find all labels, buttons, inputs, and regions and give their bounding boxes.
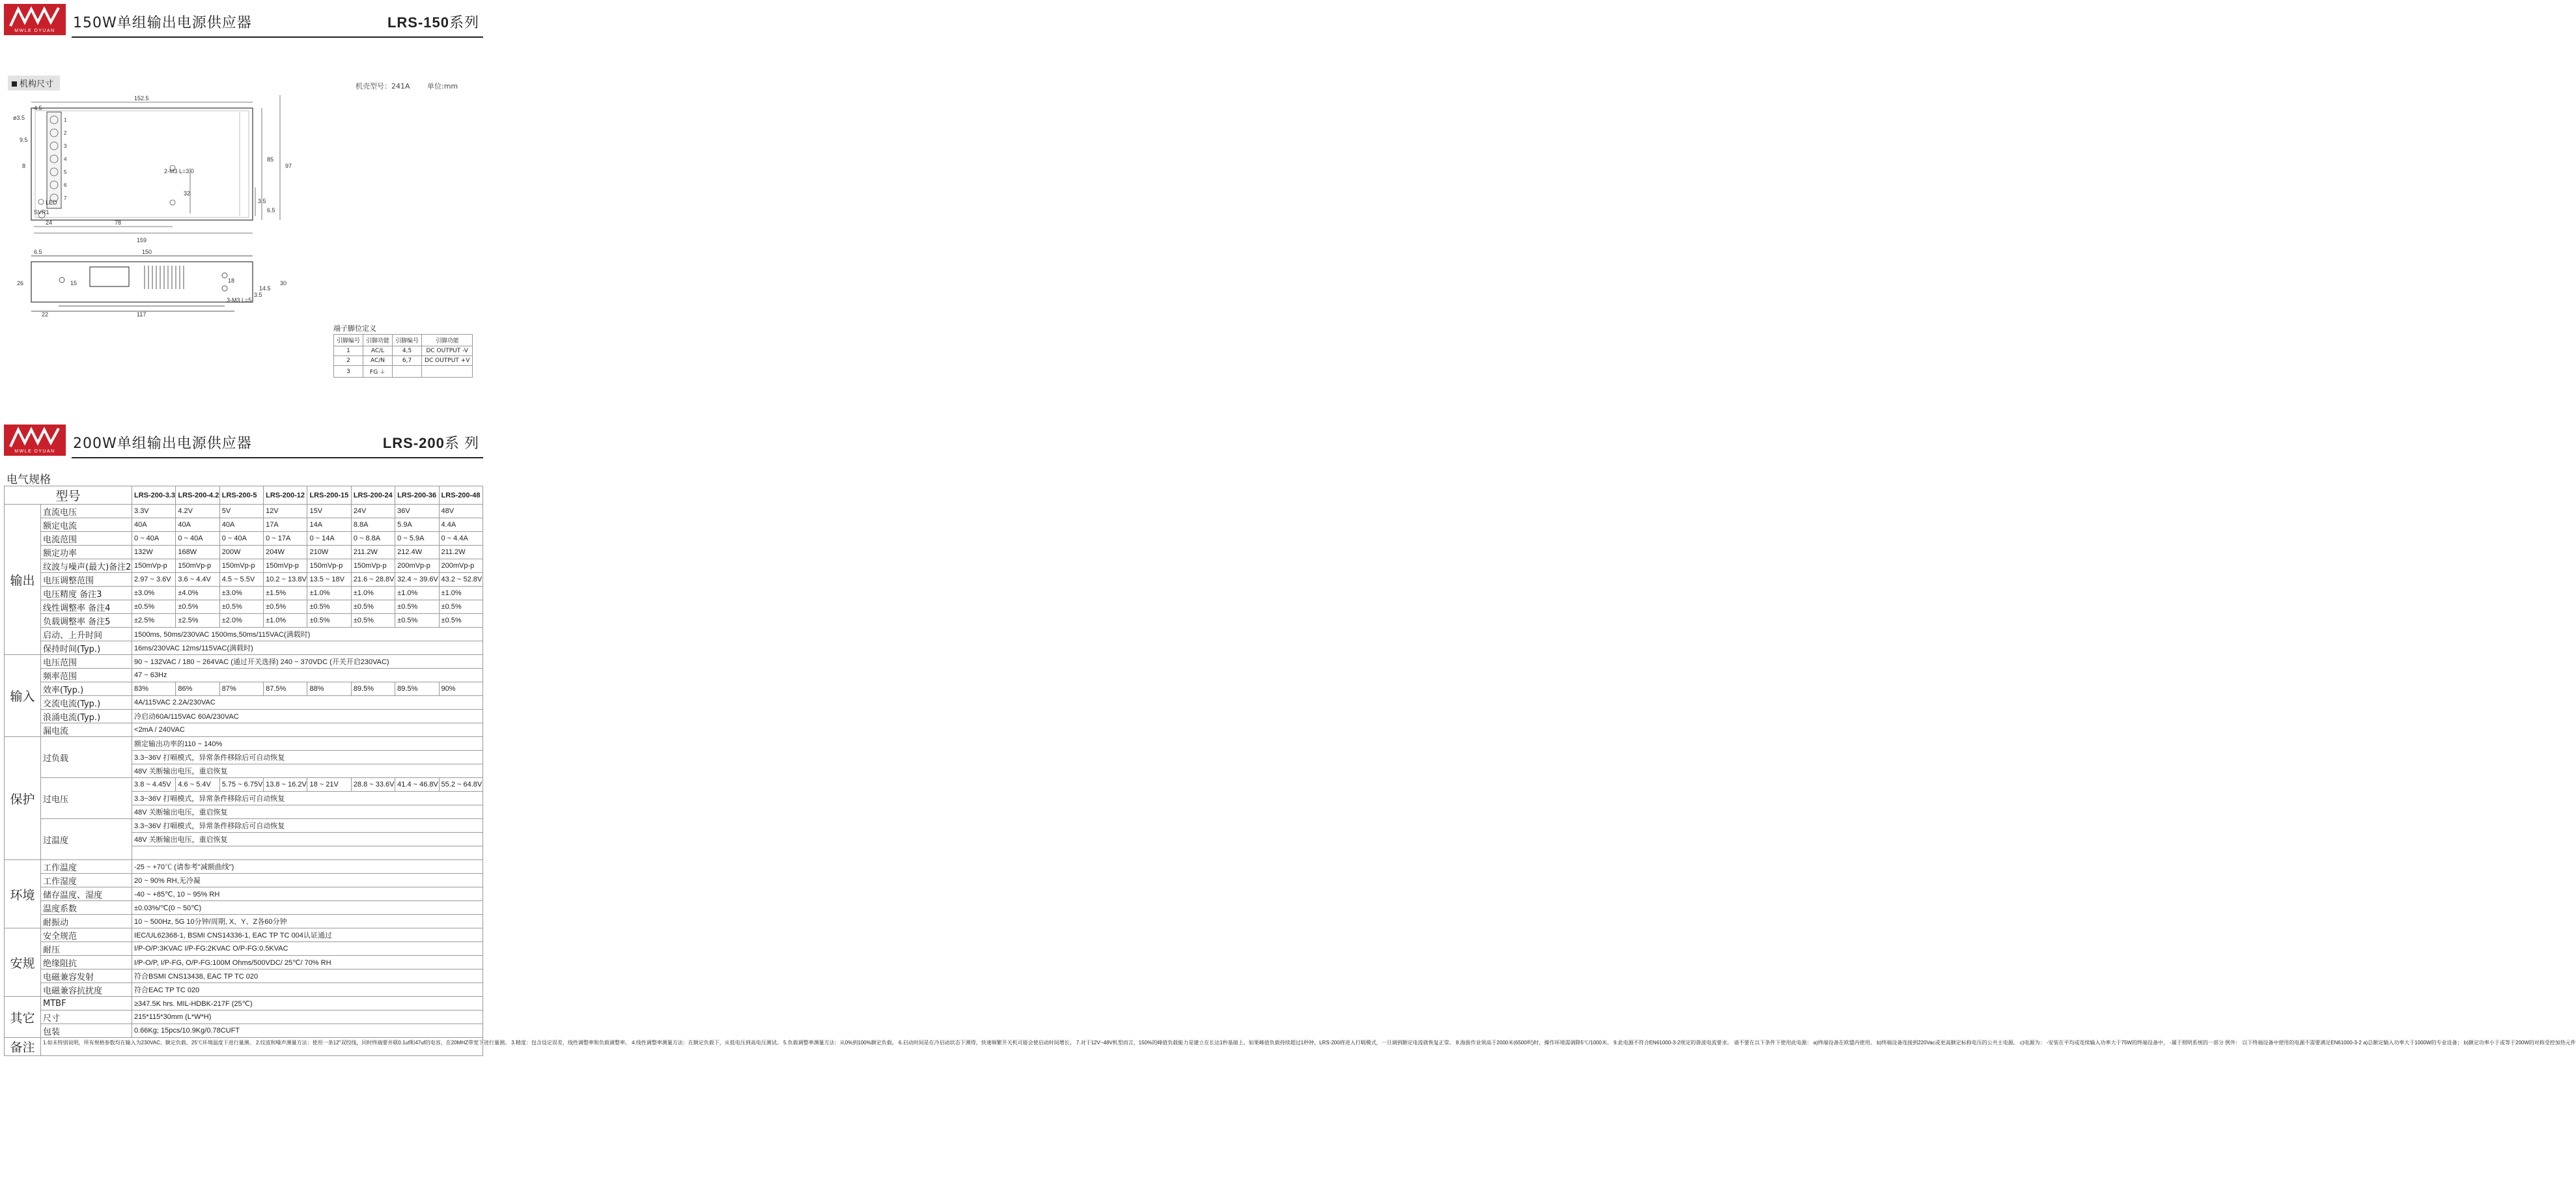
model-column-header: LRS-200-5 xyxy=(219,486,263,505)
spec-cell: ±0.5% xyxy=(264,600,307,614)
spec-cell: 200mVp-p xyxy=(439,559,483,573)
spec-cell: 55.2 ~ 64.8V xyxy=(439,778,483,792)
pin-cell: DC OUTPUT +V xyxy=(422,356,473,366)
spec-cell: ±1.0% xyxy=(439,587,483,600)
spec-cell: ±2.5% xyxy=(132,614,176,628)
spec-cell: 90% xyxy=(439,682,483,696)
dim-d9: 3.5 xyxy=(258,198,266,204)
spec-cell: 16ms/230VAC 12ms/115VAC(满载时) xyxy=(132,641,483,655)
dim-d6: 97 xyxy=(285,163,292,169)
pin-row xyxy=(334,366,473,378)
spec-cell: 4.6 ~ 5.4V xyxy=(176,778,219,792)
spec-cell: 10 ~ 500Hz, 5G 10分钟/周期, X、Y、Z各60分钟 xyxy=(132,915,483,928)
dim-d11: 150 xyxy=(142,249,152,255)
spec-row xyxy=(5,737,483,751)
terminal-1: 1 xyxy=(64,117,67,123)
spec-cell: 0.66Kg; 15pcs/10.9Kg/0.78CUFT xyxy=(132,1024,483,1038)
spec-cell: 0 ~ 40A xyxy=(176,532,219,546)
spec-row xyxy=(5,614,483,628)
terminal-4: 4 xyxy=(64,156,67,162)
param-label: 浪涌电流(Typ.) xyxy=(41,710,132,723)
spec-cell: 15V xyxy=(307,505,351,518)
mechanical-section xyxy=(0,70,488,409)
pin-cell: AC/L xyxy=(363,346,393,356)
spec-row xyxy=(5,819,483,833)
param-label: 耐振动 xyxy=(41,915,132,928)
pin-cell: AC/N xyxy=(363,356,393,366)
dim-d7: 85 xyxy=(267,156,274,163)
param-label: 过电压 xyxy=(41,778,132,819)
pin-row xyxy=(334,356,473,366)
spec-cell: 87% xyxy=(219,682,263,696)
spec-cell: 4.5 ~ 5.5V xyxy=(219,573,263,587)
spec-cell: 43.2 ~ 52.8V xyxy=(439,573,483,587)
spec-row xyxy=(5,901,483,915)
spec-cell: ±0.5% xyxy=(395,614,439,628)
spec-row xyxy=(5,874,483,887)
param-label: 负载调整率 备注5 xyxy=(41,614,132,628)
param-label: 纹波与噪声(最大)备注2 xyxy=(41,559,132,573)
spec-cell: ±0.5% xyxy=(176,600,219,614)
spec-cell: ±0.5% xyxy=(395,600,439,614)
pin-cell: DC OUTPUT -V xyxy=(422,346,473,356)
spec-cell: 符合EAC TP TC 020 xyxy=(132,983,483,997)
model-column-header: LRS-200-24 xyxy=(351,486,395,505)
spec-cell: 2.97 ~ 3.6V xyxy=(132,573,176,587)
dim-d15: 22 xyxy=(42,311,49,318)
spec-cell: ±1.5% xyxy=(264,587,307,600)
spec-cell: -25 ~ +70℃ (请参考"减额曲线") xyxy=(132,860,483,874)
model-name: LRS-200 xyxy=(382,435,445,451)
spec-cell: 47 ~ 63Hz xyxy=(132,669,483,682)
pin-head-cell: 引脚功能 xyxy=(422,335,473,346)
spec-row xyxy=(5,518,483,532)
param-label: 效率(Typ.) xyxy=(41,682,132,696)
spec-cell: 200mVp-p xyxy=(395,559,439,573)
dim-d13: 26 xyxy=(17,280,24,286)
header-divider xyxy=(72,36,483,38)
param-label: 安全规范 xyxy=(41,928,132,942)
model-column-header: LRS-200-15 xyxy=(307,486,351,505)
spec-cell: 40A xyxy=(176,518,219,532)
spec-row xyxy=(5,778,483,792)
model-column-header: LRS-200-4.2 xyxy=(176,486,219,505)
param-label: 电压精度 备注3 xyxy=(41,587,132,600)
spec-row xyxy=(5,486,483,505)
spec-row xyxy=(5,559,483,573)
spec-title: 电气规格 xyxy=(7,473,51,486)
spec-cell: 212.4W xyxy=(395,546,439,559)
spec-cell: ±2.5% xyxy=(176,614,219,628)
spec-cell: 200W xyxy=(219,546,263,559)
spec-cell: 150mVp-p xyxy=(176,559,219,573)
header-divider xyxy=(72,457,483,458)
spec-cell: 87.5% xyxy=(264,682,307,696)
spec-cell: ±0.5% xyxy=(132,600,176,614)
dim-d12: 6.5 xyxy=(34,249,42,255)
spec-cell: ±0.03%/℃(0 ~ 50℃) xyxy=(132,901,483,915)
dim-d14: 15 xyxy=(70,280,77,286)
spec-row xyxy=(5,928,483,942)
terminal-6: 6 xyxy=(64,182,67,188)
spec-cell: 36V xyxy=(395,505,439,518)
group-input: 输入 xyxy=(5,655,41,737)
spec-cell: 5.75 ~ 6.75V xyxy=(219,778,263,792)
spec-cell: 40A xyxy=(219,518,263,532)
dim-d22: 8 xyxy=(22,163,26,169)
spec-cell: 4.4A xyxy=(439,518,483,532)
spec-cell: ±0.5% xyxy=(351,600,395,614)
spec-cell: ±0.5% xyxy=(439,600,483,614)
spec-row xyxy=(5,723,483,737)
param-label: 电流范围 xyxy=(41,532,132,546)
spec-cell: 88% xyxy=(307,682,351,696)
group-safety: 安规 xyxy=(5,928,41,997)
pin-cell: 2 xyxy=(334,356,363,366)
spec-cell: 211.2W xyxy=(351,546,395,559)
spec-cell: 3.3~36V 打嗝模式，异常条件移除后可自动恢复 xyxy=(132,751,483,764)
param-label: 额定电流 xyxy=(41,518,132,532)
dim-d19: 14.5 xyxy=(259,285,271,292)
spec-cell: 5V xyxy=(219,505,263,518)
spec-row xyxy=(5,1024,483,1038)
spec-cell: 3.3V xyxy=(132,505,176,518)
spec-cell: 150mVp-p xyxy=(307,559,351,573)
dim-d1: 152.5 xyxy=(134,95,149,102)
dim-d4: 24 xyxy=(46,219,53,226)
param-label: 线性调整率 备注4 xyxy=(41,600,132,614)
spec-cell: ±0.5% xyxy=(439,614,483,628)
spec-cell: 5.9A xyxy=(395,518,439,532)
spec-cell: 83% xyxy=(132,682,176,696)
spec-cell: 210W xyxy=(307,546,351,559)
spec-cell: 150mVp-p xyxy=(219,559,263,573)
group-notes: 备注 xyxy=(5,1038,41,1056)
terminal-7: 7 xyxy=(64,195,67,201)
spec-row xyxy=(5,655,483,669)
spec-cell: 冷启动60A/115VAC 60A/230VAC xyxy=(132,710,483,723)
model-title xyxy=(383,432,479,453)
param-label: 频率范围 xyxy=(41,669,132,682)
terminal-3: 3 xyxy=(64,143,67,149)
param-label: MTBF xyxy=(41,997,132,1010)
param-label: 绝缘阻抗 xyxy=(41,956,132,969)
series-label: 系 列 xyxy=(444,435,479,451)
spec-cell: 89.5% xyxy=(351,682,395,696)
spec-cell: 215*115*30mm (L*W*H) xyxy=(132,1010,483,1024)
spec-cell: 48V 关断输出电压，重启恢复 xyxy=(132,805,483,819)
spec-cell: ±0.5% xyxy=(219,600,263,614)
model-title xyxy=(387,12,479,32)
spec-cell: 18 ~ 21V xyxy=(307,778,351,792)
spec-cell: 12V xyxy=(264,505,307,518)
dim-d17: 30 xyxy=(280,280,287,286)
spec-cell: 8.8A xyxy=(351,518,395,532)
case-label: 机壳型号：241A xyxy=(356,82,410,91)
spec-table xyxy=(4,486,2576,1056)
pin-cell: 1 xyxy=(334,346,363,356)
param-label: 工作温度 xyxy=(41,860,132,874)
spec-row xyxy=(5,997,483,1010)
spec-cell: 0 ~ 4.4A xyxy=(439,532,483,546)
model-column-header: LRS-200-48 xyxy=(439,486,483,505)
spec-cell: 32.4 ~ 39.6V xyxy=(395,573,439,587)
model-column-header: LRS-200-12 xyxy=(264,486,307,505)
spec-cell: 17A xyxy=(264,518,307,532)
page-title: 200W单组输出电源供应器 xyxy=(73,436,252,452)
spec-row xyxy=(5,669,483,682)
spec-row xyxy=(5,1038,483,1056)
terminal-5: 5 xyxy=(64,169,67,175)
dim-dia: ø3.5 xyxy=(13,115,25,121)
spec-row xyxy=(5,1010,483,1024)
spec-cell: ±1.0% xyxy=(395,587,439,600)
spec-cell: ±2.0% xyxy=(219,614,263,628)
param-label: 直流电压 xyxy=(41,505,132,518)
spec-cell: 211.2W xyxy=(439,546,483,559)
brand-logo xyxy=(4,425,66,456)
param-label: 工作湿度 xyxy=(41,874,132,887)
spec-row xyxy=(5,573,483,587)
param-label: 启动、上升时间 xyxy=(41,628,132,641)
spec-cell: 48V 关断输出电压，重启恢复 xyxy=(132,764,483,778)
dim-d8: 32 xyxy=(184,190,191,197)
spec-cell: 48V 关断输出电压，重启恢复 xyxy=(132,833,483,846)
section-title: 机构尺寸 xyxy=(8,76,60,91)
pin-cell: 4,5 xyxy=(393,346,422,356)
pin-cell xyxy=(393,366,422,378)
spec-cell: 24V xyxy=(351,505,395,518)
param-label: 温度系数 xyxy=(41,901,132,915)
spec-row xyxy=(5,587,483,600)
spec-cell: 3.3~36V 打嗝模式，异常条件移除后可自动恢复 xyxy=(132,819,483,833)
brand-logo xyxy=(4,4,66,35)
spec-cell: I/P-O/P:3KVAC I/P-FG:2KVAC O/P-FG:0.5KVAC xyxy=(132,942,483,956)
spec-cell: ±1.0% xyxy=(351,587,395,600)
param-label: 电压调整范围 xyxy=(41,573,132,587)
param-label: 过温度 xyxy=(41,819,132,860)
pin-cell: 6,7 xyxy=(393,356,422,366)
spec-cell: ±1.0% xyxy=(264,614,307,628)
spec-cell: 21.6 ~ 28.8V xyxy=(351,573,395,587)
spec-row xyxy=(5,641,483,655)
model-column-header: LRS-200-3.3 xyxy=(132,486,176,505)
pin-table-head xyxy=(334,335,473,346)
dim-d3: 159 xyxy=(137,237,147,244)
spec-cell: 3.3~36V 打嗝模式，异常条件移除后可自动恢复 xyxy=(132,792,483,805)
spec-cell: ±0.5% xyxy=(307,614,351,628)
param-label: 储存温度、湿度 xyxy=(41,887,132,901)
spec-cell: 额定输出功率的110 ~ 140% xyxy=(132,737,483,751)
spec-cell: 150mVp-p xyxy=(132,559,176,573)
dim-d5: 78 xyxy=(115,219,122,226)
spec-cell: ±0.5% xyxy=(307,600,351,614)
header-lrs200 xyxy=(0,421,488,460)
model-name: LRS-150 xyxy=(387,14,449,31)
terminal-2: 2 xyxy=(64,130,67,136)
svr-label: SVR1 xyxy=(34,209,49,216)
spec-cell: 14A xyxy=(307,518,351,532)
spec-cell: ≥347.5K hrs. MIL-HDBK-217F (25℃) xyxy=(132,997,483,1010)
param-label: 交流电流(Typ.) xyxy=(41,696,132,710)
model-column-header: LRS-200-36 xyxy=(395,486,439,505)
group-other: 其它 xyxy=(5,997,41,1038)
spec-cell: 0 ~ 40A xyxy=(132,532,176,546)
unit-label: 单位:mm xyxy=(427,82,458,91)
hole-label-2: 3-M3 L=5 xyxy=(227,297,252,303)
dim-d20: 3.5 xyxy=(254,292,262,298)
param-label: 额定功率 xyxy=(41,546,132,559)
led-label: LED xyxy=(46,199,57,206)
spec-cell: ±0.5% xyxy=(351,614,395,628)
model-header: 型号 xyxy=(5,486,132,505)
pin-row xyxy=(334,346,473,356)
spec-cell: 符合BSMI CNS13438, EAC TP TC 020 xyxy=(132,969,483,983)
spec-cell: 0 ~ 17A xyxy=(264,532,307,546)
spec-cell-empty xyxy=(132,846,483,860)
param-label: 保持时间(Typ.) xyxy=(41,641,132,655)
param-label: 漏电流 xyxy=(41,723,132,737)
pin-table xyxy=(333,334,473,378)
spec-cell: 48V xyxy=(439,505,483,518)
spec-cell: 13.8 ~ 16.2V xyxy=(264,778,307,792)
spec-row xyxy=(5,860,483,874)
spec-cell: <2mA / 240VAC xyxy=(132,723,483,737)
logo-subtitle: MWLE DYUAN xyxy=(14,449,55,454)
spec-cell: 13.5 ~ 18V xyxy=(307,573,351,587)
spec-cell: 0 ~ 8.8A xyxy=(351,532,395,546)
spec-cell: 150mVp-p xyxy=(264,559,307,573)
logo-subtitle: MWLE DYUAN xyxy=(14,29,55,33)
spec-row xyxy=(5,532,483,546)
spec-cell: 10.2 ~ 13.8V xyxy=(264,573,307,587)
spec-cell: 89.5% xyxy=(395,682,439,696)
spec-cell: 132W xyxy=(132,546,176,559)
param-label: 耐压 xyxy=(41,942,132,956)
dim-d2: 4.5 xyxy=(34,105,42,111)
spec-cell: 1500ms, 50ms/230VAC 1500ms,50ms/115VAC(满载时) xyxy=(132,628,483,641)
spec-cell: I/P-O/P, I/P-FG, O/P-FG:100M Ohms/500VDC/ 25℃/ 70% RH xyxy=(132,956,483,969)
spec-cell: 86% xyxy=(176,682,219,696)
param-label: 电压范围 xyxy=(41,655,132,669)
spec-row xyxy=(5,915,483,928)
dim-d21: 9.5 xyxy=(20,137,28,143)
pin-head-cell: 引脚编号 xyxy=(334,335,363,346)
spec-row xyxy=(5,887,483,901)
notes-text: 1.如未特别说明，所有规格参数均在输入为230VAC、额定负载、25℃环境温度下进行量测。 2.纹波和噪声测量方法：使用一条12"双绞线，同时终端要并联0.1uf和47uf的电容，在20MHZ带宽下进行量测。 3.精度：包含设定误差，线性调整率和负载调整率。 4.线性调整率测量方法：在额定负载下，从低电压到高电压测试。 5.负载调整率测量方法：从0%到100%额定负载。 6.启动时间是在冷启动状态下测得，快速频繁开关机可能会使启动时间增长。 7.对于12V~48V机型而言，150%的峰值负载能力是建立在长达1秒基础上。如果峰值负载持续超过1秒钟，LRS-200将进入打嗝模式，一旦调到额定电流就恢复正常。 8.海拔作业须高于2000米(6500呎)时，操作环境需调降5℃/1000米。 9.此电源不符合EN61000-3-2规定的谐波电流要求。 请不要在以下条件下使用此电源： a)终端设备在欧盟内使用。 b)终端设备连接到220Vac或更高额定标称电压的公共主电源。 c)电源为： -安装在平均或连续输入功率大于75W的终端设备中， -属于照明系统的一部分 例外： 以下终端设备中使用的电源不需要满足EN61000-3-2 a)总额定输入功率大于1000W的专业设备； b)额定功率小于或等于200W的对称受控加热元件 xyxy=(41,1038,483,1056)
spec-cell: 3.8 ~ 4.45V xyxy=(132,778,176,792)
spec-cell: 20 ~ 90% RH,无冷凝 xyxy=(132,874,483,887)
spec-cell: ±3.0% xyxy=(219,587,263,600)
spec-row xyxy=(5,983,483,997)
dim-d16: 117 xyxy=(137,311,147,318)
param-label: 电磁兼容发射 xyxy=(41,969,132,983)
spec-cell: 0 ~ 14A xyxy=(307,532,351,546)
spec-cell: -40 ~ +85℃, 10 ~ 95% RH xyxy=(132,887,483,901)
group-protection: 保护 xyxy=(5,737,41,860)
spec-row xyxy=(5,505,483,518)
pin-cell: FG ⏚ xyxy=(363,366,393,378)
spec-cell: 4A/115VAC 2.2A/230VAC xyxy=(132,696,483,710)
dim-d18: 18 xyxy=(228,277,235,284)
spec-cell: ±4.0% xyxy=(176,587,219,600)
spec-cell: 90 ~ 132VAC / 180 ~ 264VAC (通过开关选择) 240 ~ 370VDC (开关开启230VAC) xyxy=(132,655,483,669)
spec-cell: IEC/UL62368-1, BSMI CNS14336-1, EAC TP TC 004认证通过 xyxy=(132,928,483,942)
pin-cell: 3 xyxy=(334,366,363,378)
spec-row xyxy=(5,942,483,956)
group-environment: 环境 xyxy=(5,860,41,928)
spec-cell: 28.8 ~ 33.6V xyxy=(351,778,395,792)
spec-row xyxy=(5,696,483,710)
param-label: 过负载 xyxy=(41,737,132,778)
spec-cell: 3.6 ~ 4.4V xyxy=(176,573,219,587)
spec-cell: 40A xyxy=(132,518,176,532)
spec-cell: ±3.0% xyxy=(132,587,176,600)
page-title: 150W单组输出电源供应器 xyxy=(73,15,252,31)
pin-cell xyxy=(422,366,473,378)
spec-cell: 204W xyxy=(264,546,307,559)
spec-row xyxy=(5,710,483,723)
spec-cell: 0 ~ 40A xyxy=(219,532,263,546)
spec-cell: 0 ~ 5.9A xyxy=(395,532,439,546)
pin-head-cell: 引脚编号 xyxy=(393,335,422,346)
spec-cell: 168W xyxy=(176,546,219,559)
spec-cell: 41.4 ~ 46.8V xyxy=(395,778,439,792)
param-label: 电磁兼容抗扰度 xyxy=(41,983,132,997)
header-lrs150 xyxy=(0,0,488,39)
spec-row xyxy=(5,956,483,969)
param-label: 包装 xyxy=(41,1024,132,1038)
spec-row xyxy=(5,600,483,614)
spec-row xyxy=(5,682,483,696)
spec-row xyxy=(5,546,483,559)
pin-head-cell: 引脚功能 xyxy=(363,335,393,346)
hole-label-1: 2-M3 L=3.0 xyxy=(164,168,194,174)
group-output: 输出 xyxy=(5,505,41,655)
spec-cell: ±1.0% xyxy=(307,587,351,600)
spec-row xyxy=(5,969,483,983)
series-label: 系列 xyxy=(449,14,479,31)
spec-cell: 4.2V xyxy=(176,505,219,518)
spec-row xyxy=(5,628,483,641)
param-label: 尺寸 xyxy=(41,1010,132,1024)
pin-table-caption: 端子脚位定义 xyxy=(333,324,376,333)
spec-cell: 150mVp-p xyxy=(351,559,395,573)
dim-d10: 6.5 xyxy=(267,207,275,214)
